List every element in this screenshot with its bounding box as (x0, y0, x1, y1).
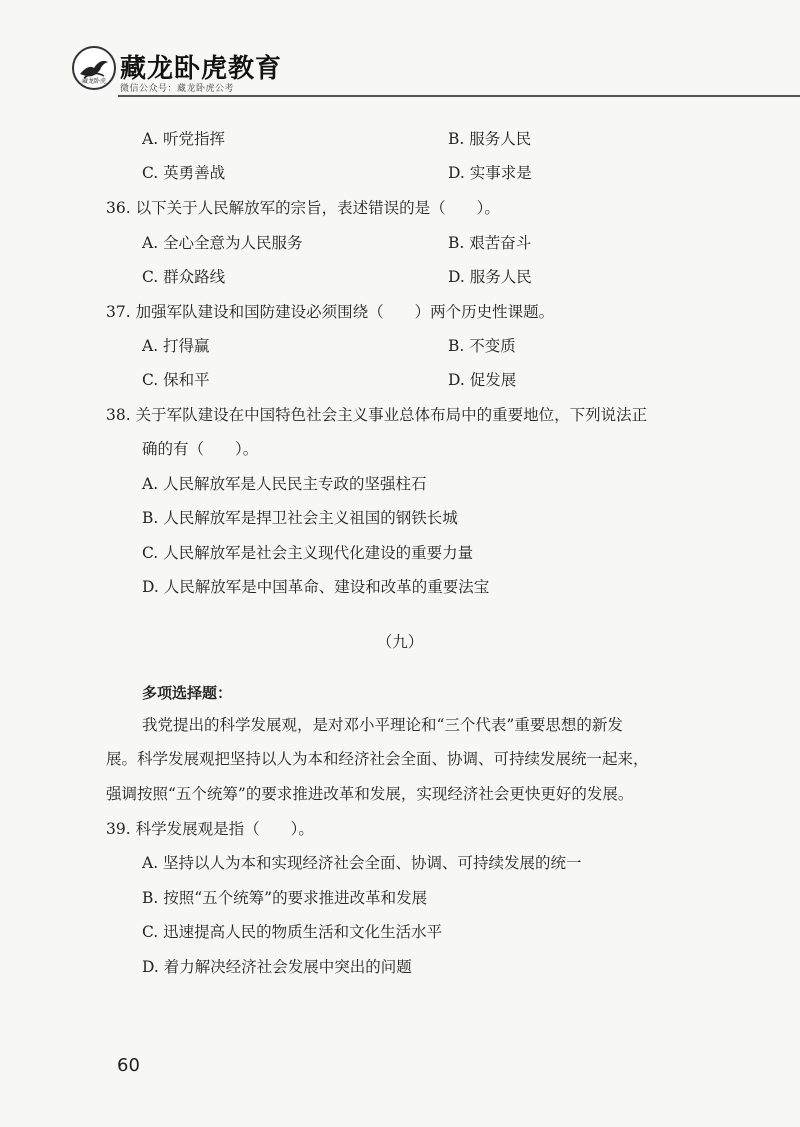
q38-option-c: C. 人民解放军是社会主义现代化建设的重要力量 (142, 544, 474, 562)
logo-badge (72, 46, 116, 90)
q36-option-c: C. 群众路线 (142, 268, 226, 286)
q36-option-b: B. 艰苦奋斗 (448, 234, 532, 252)
q37-option-c: C. 保和平 (142, 371, 210, 389)
q39-option-b: B. 按照“五个统筹”的要求推进改革和发展 (142, 889, 428, 907)
q38-option-a: A. 人民解放军是人民民主专政的坚强柱石 (142, 475, 427, 493)
q38-option-b: B. 人民解放军是捍卫社会主义祖国的钢铁长城 (142, 509, 458, 527)
page-header (0, 0, 800, 100)
badge-text: 藏龙卧虎 (81, 78, 106, 85)
q37-option-d: D. 促发展 (448, 371, 517, 389)
q35-option-d: D. 实事求是 (448, 164, 532, 182)
section-title: （九） (376, 633, 424, 651)
q35-option-a: A. 听党指挥 (142, 130, 226, 148)
q39-option-a: A. 坚持以人为本和实现经济社会全面、协调、可持续发展的统一 (142, 854, 582, 872)
q36-option-d: D. 服务人民 (448, 268, 532, 286)
q39-option-d: D. 着力解决经济社会发展中突出的问题 (142, 958, 412, 976)
intro-paragraph-line-3: 强调按照“五个统筹”的要求推进改革和发展，实现经济社会更快更好的发展。 (106, 785, 634, 803)
section-subhead: 多项选择题： (142, 684, 233, 702)
q36-option-a: A. 全心全意为人民服务 (142, 234, 303, 252)
q37-option-a: A. 打得赢 (142, 337, 210, 355)
q37-option-b: B. 不变质 (448, 337, 516, 355)
brand-name: 藏龙卧虎教育 (120, 54, 283, 84)
intro-paragraph-line-1: 我党提出的科学发展观，是对邓小平理论和“三个代表”重要思想的新发 (142, 716, 623, 734)
q39-option-c: C. 迅速提高人民的物质生活和文化生活水平 (142, 923, 443, 941)
q36-stem: 36. 以下关于人民解放军的宗旨，表述错误的是（ ）。 (106, 199, 500, 217)
brand-subtitle: 微信公众号：藏龙卧虎公考 (120, 84, 235, 94)
q37-stem: 37. 加强军队建设和国防建设必须围绕（ ）两个历史性课题。 (106, 303, 555, 321)
q39-stem: 39. 科学发展观是指（ ）。 (106, 820, 314, 838)
q38-stem-line-2: 确的有（ ）。 (142, 440, 259, 458)
q38-option-d: D. 人民解放军是中国革命、建设和改革的重要法宝 (142, 578, 490, 596)
page-number: 60 (117, 1055, 140, 1076)
intro-paragraph-line-2: 展。科学发展观把坚持以人为本和经济社会全面、协调、可持续发展统一起来， (106, 750, 649, 768)
q35-option-c: C. 英勇善战 (142, 164, 226, 182)
q38-stem-line-1: 38. 关于军队建设在中国特色社会主义事业总体布局中的重要地位，下列说法正 (106, 406, 648, 424)
header-divider (118, 95, 800, 97)
q35-option-b: B. 服务人民 (448, 130, 532, 148)
